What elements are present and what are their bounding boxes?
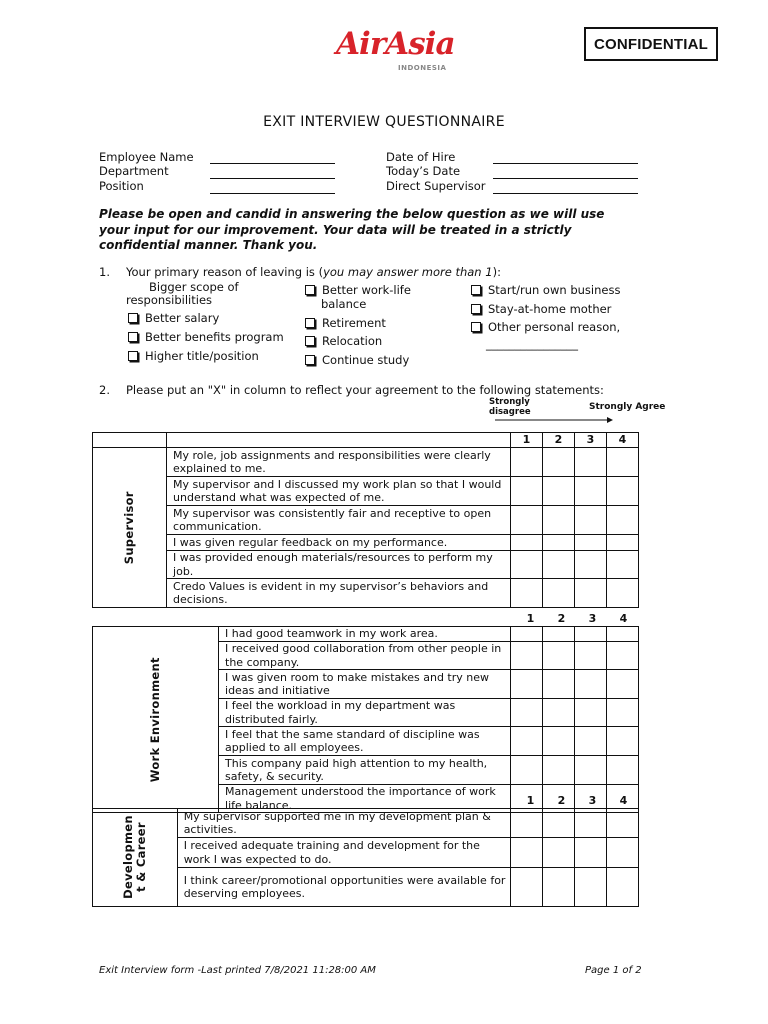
scale-number-4: 4 — [619, 794, 628, 807]
statement-cell: My supervisor supported me in my development plan & activities. — [177, 809, 510, 838]
rating-cell[interactable] — [607, 642, 639, 670]
scale-header-3: 3 — [575, 433, 607, 448]
option-label: Other personal reason, — [488, 320, 621, 334]
rating-cell[interactable] — [511, 551, 543, 579]
scale-number-2: 2 — [557, 794, 566, 807]
scale-number-3: 3 — [588, 612, 597, 625]
rating-cell[interactable] — [575, 535, 607, 551]
checkbox-icon[interactable] — [471, 304, 481, 314]
statement-cell: I feel the workload in my department was distributed fairly. — [219, 699, 511, 727]
option-work-life-balance[interactable] — [305, 283, 411, 297]
checkbox-icon[interactable] — [128, 332, 138, 342]
scale-strongly-disagree — [489, 397, 531, 417]
option-better-salary[interactable] — [128, 311, 219, 325]
rating-cell[interactable] — [511, 579, 543, 608]
rating-cell[interactable] — [543, 477, 575, 506]
rating-cell[interactable] — [511, 838, 543, 868]
scale-strongly-agree: Strongly Agree — [589, 402, 666, 412]
rating-cell[interactable] — [511, 699, 543, 727]
rating-cell[interactable] — [575, 756, 607, 785]
section-label-text: Work Environment — [147, 656, 162, 783]
position-input-line[interactable] — [210, 193, 335, 194]
section-label-line1: Developmen — [120, 815, 135, 900]
statement-cell: Credo Values is evident in my supervisor’s behaviors and decisions. — [167, 579, 511, 608]
rating-cell[interactable] — [575, 579, 607, 608]
footer-page-number: Page 1 of 2 — [585, 965, 642, 976]
option-work-life-balance-line2: balance — [321, 297, 367, 311]
work-environment-table — [92, 626, 639, 813]
statement-cell: I received adequate training and development for the work I was expected to do. — [177, 838, 510, 868]
q2-number: 2. — [99, 383, 110, 397]
statement-cell: I was provided enough materials/resources to perform my job. — [167, 551, 511, 579]
employee-name-input-line[interactable] — [210, 163, 335, 164]
rating-cell[interactable] — [511, 670, 543, 699]
field-direct-supervisor-label: Direct Supervisor — [386, 179, 486, 193]
checkbox-icon[interactable] — [305, 336, 315, 346]
rating-cell[interactable] — [543, 838, 575, 868]
option-label: Higher title/position — [145, 349, 259, 363]
header-blank — [167, 433, 511, 448]
footer-left: Exit Interview form -Last printed 7/8/2021 11:28:00 AM — [99, 965, 376, 976]
statement-cell: I was given room to make mistakes and try new ideas and initiative — [219, 670, 511, 699]
rating-cell[interactable] — [511, 727, 543, 756]
checkbox-icon[interactable] — [471, 322, 481, 332]
option-other-personal[interactable] — [471, 320, 620, 334]
rating-cell[interactable] — [543, 868, 575, 907]
direct-supervisor-input-line[interactable] — [493, 193, 638, 194]
rating-cell[interactable] — [543, 809, 575, 838]
statement-cell: I think career/promotional opportunities were available for deserving employees. — [177, 868, 510, 907]
rating-cell[interactable] — [543, 642, 575, 670]
q1-text-after: ): — [492, 265, 501, 279]
checkbox-icon[interactable] — [305, 355, 315, 365]
scale-number-2: 2 — [557, 612, 566, 625]
airasia-logo — [336, 26, 454, 76]
statement-cell: This company paid high attention to my health, safety, & security. — [219, 756, 511, 785]
statement-cell: My role, job assignments and responsibilities were clearly explained to me. — [167, 448, 511, 477]
statement-cell: My supervisor and I discussed my work plan so that I would understand what was expected of me. — [167, 477, 511, 506]
other-reason-blank[interactable]: ________________ — [486, 337, 578, 351]
rating-cell[interactable] — [607, 727, 639, 756]
field-employee-name-label: Employee Name — [99, 150, 194, 164]
statement-cell: I received good collaboration from other people in the company. — [219, 642, 511, 670]
todays-date-input-line[interactable] — [493, 178, 638, 179]
rating-cell[interactable] — [607, 535, 639, 551]
q1-text — [126, 265, 501, 279]
option-label: Better work-life — [322, 283, 411, 297]
rating-cell[interactable] — [511, 642, 543, 670]
option-label: Better salary — [145, 311, 220, 325]
rating-cell[interactable] — [511, 756, 543, 785]
rating-cell[interactable] — [575, 551, 607, 579]
statement-cell: Management understood the importance of work life balance. — [219, 785, 511, 813]
scale-number-3: 3 — [588, 794, 597, 807]
rating-cell[interactable] — [607, 809, 639, 838]
rating-cell[interactable] — [607, 579, 639, 608]
statement-cell: I feel that the same standard of discipline was applied to all employees. — [219, 727, 511, 756]
rating-cell[interactable] — [543, 535, 575, 551]
option-stay-at-home[interactable] — [471, 302, 611, 316]
q1-text-italic: you may answer more than 1 — [323, 265, 493, 279]
field-department-label: Department — [99, 164, 169, 178]
q1-number: 1. — [99, 265, 110, 279]
scale-left-line2: disagree — [489, 407, 531, 417]
field-date-of-hire-label: Date of Hire — [386, 150, 456, 164]
rating-cell[interactable] — [543, 727, 575, 756]
option-own-business[interactable] — [471, 283, 620, 297]
rating-cell[interactable] — [607, 477, 639, 506]
rating-cell[interactable] — [543, 670, 575, 699]
q2-text: Please put an "X" in column to reflect your agreement to the following statements: — [126, 383, 604, 397]
table-corner — [93, 433, 167, 448]
checkbox-icon[interactable] — [471, 285, 481, 295]
q1-text-before: Your primary reason of leaving is ( — [126, 265, 324, 279]
option-label: Better benefits program — [145, 330, 284, 344]
department-input-line[interactable] — [210, 178, 335, 179]
scale-number-1: 1 — [526, 794, 535, 807]
option-label: Stay-at-home mother — [488, 302, 612, 316]
scale-number-4: 4 — [619, 612, 628, 625]
rating-cell[interactable] — [511, 809, 543, 838]
checkbox-icon[interactable] — [128, 351, 138, 361]
scale-arrow-icon — [495, 416, 613, 424]
rating-cell[interactable] — [607, 551, 639, 579]
scale-header-4: 4 — [607, 433, 639, 448]
section-label-development-career — [93, 809, 178, 907]
rating-cell[interactable] — [575, 627, 607, 642]
section-label-supervisor — [93, 448, 167, 608]
rating-cell[interactable] — [543, 551, 575, 579]
rating-cell[interactable] — [575, 699, 607, 727]
rating-cell[interactable] — [511, 477, 543, 506]
rating-cell[interactable] — [543, 506, 575, 535]
option-bigger-scope-line1: Bigger scope of — [149, 280, 239, 294]
rating-cell[interactable] — [575, 448, 607, 477]
rating-cell[interactable] — [607, 506, 639, 535]
rating-cell[interactable] — [575, 838, 607, 868]
section-label-text: Supervisor — [121, 490, 136, 565]
statement-cell: My supervisor was consistently fair and receptive to open communication. — [167, 506, 511, 535]
logo-subtext: INDONESIA — [398, 64, 447, 72]
checkbox-icon[interactable] — [305, 318, 315, 328]
date-of-hire-input-line[interactable] — [493, 163, 638, 164]
rating-cell[interactable] — [607, 448, 639, 477]
scale-left-line1: Strongly — [489, 397, 530, 407]
page-title: EXIT INTERVIEW QUESTIONNAIRE — [263, 114, 505, 130]
checkbox-icon[interactable] — [305, 285, 315, 295]
rating-cell[interactable] — [575, 727, 607, 756]
option-continue-study[interactable] — [305, 353, 409, 367]
checkbox-icon[interactable] — [128, 313, 138, 323]
intro-paragraph: Please be open and candid in answering the below question as we will use your input for our improvement. Your data will be treated in a strictly confidential manner. Thank you. — [99, 207, 605, 252]
field-todays-date-label: Today’s Date — [386, 164, 461, 178]
rating-cell[interactable] — [575, 506, 607, 535]
field-position-label: Position — [99, 179, 144, 193]
option-relocation[interactable] — [305, 334, 382, 348]
logo-text: AirAsia — [336, 26, 455, 62]
rating-cell[interactable] — [511, 448, 543, 477]
rating-cell[interactable] — [607, 670, 639, 699]
rating-cell[interactable] — [543, 627, 575, 642]
rating-cell[interactable] — [511, 535, 543, 551]
rating-cell[interactable] — [607, 868, 639, 907]
scale-header-2: 2 — [543, 433, 575, 448]
rating-cell[interactable] — [607, 699, 639, 727]
option-label: Retirement — [322, 316, 386, 330]
option-label: Relocation — [322, 334, 383, 348]
rating-cell[interactable] — [511, 506, 543, 535]
rating-cell[interactable] — [575, 642, 607, 670]
confidential-box: CONFIDENTIAL — [584, 27, 718, 61]
section-label-work-environment — [93, 627, 219, 813]
supervisor-table — [92, 432, 639, 608]
development-career-table — [92, 808, 639, 907]
option-retirement[interactable] — [305, 316, 386, 330]
option-label: Continue study — [322, 353, 410, 367]
rating-cell[interactable] — [607, 838, 639, 868]
rating-cell[interactable] — [607, 627, 639, 642]
rating-cell[interactable] — [575, 868, 607, 907]
rating-cell[interactable] — [543, 448, 575, 477]
rating-cell[interactable] — [511, 868, 543, 907]
rating-cell[interactable] — [575, 809, 607, 838]
option-bigger-scope-line2: responsibilities — [126, 293, 213, 307]
option-better-benefits[interactable] — [128, 330, 284, 344]
rating-cell[interactable] — [511, 627, 543, 642]
scale-number-1: 1 — [526, 612, 535, 625]
option-higher-title[interactable] — [128, 349, 259, 363]
rating-cell[interactable] — [575, 670, 607, 699]
statement-cell: I had good teamwork in my work area. — [219, 627, 511, 642]
statement-cell: I was given regular feedback on my performance. — [167, 535, 511, 551]
scale-header-1: 1 — [511, 433, 543, 448]
rating-cell[interactable] — [543, 756, 575, 785]
option-label: Start/run own business — [488, 283, 621, 297]
section-label-line2: t & Career — [133, 822, 148, 893]
rating-cell[interactable] — [607, 756, 639, 785]
rating-cell[interactable] — [543, 699, 575, 727]
rating-cell[interactable] — [543, 579, 575, 608]
section-label-text — [122, 815, 148, 899]
rating-cell[interactable] — [575, 477, 607, 506]
